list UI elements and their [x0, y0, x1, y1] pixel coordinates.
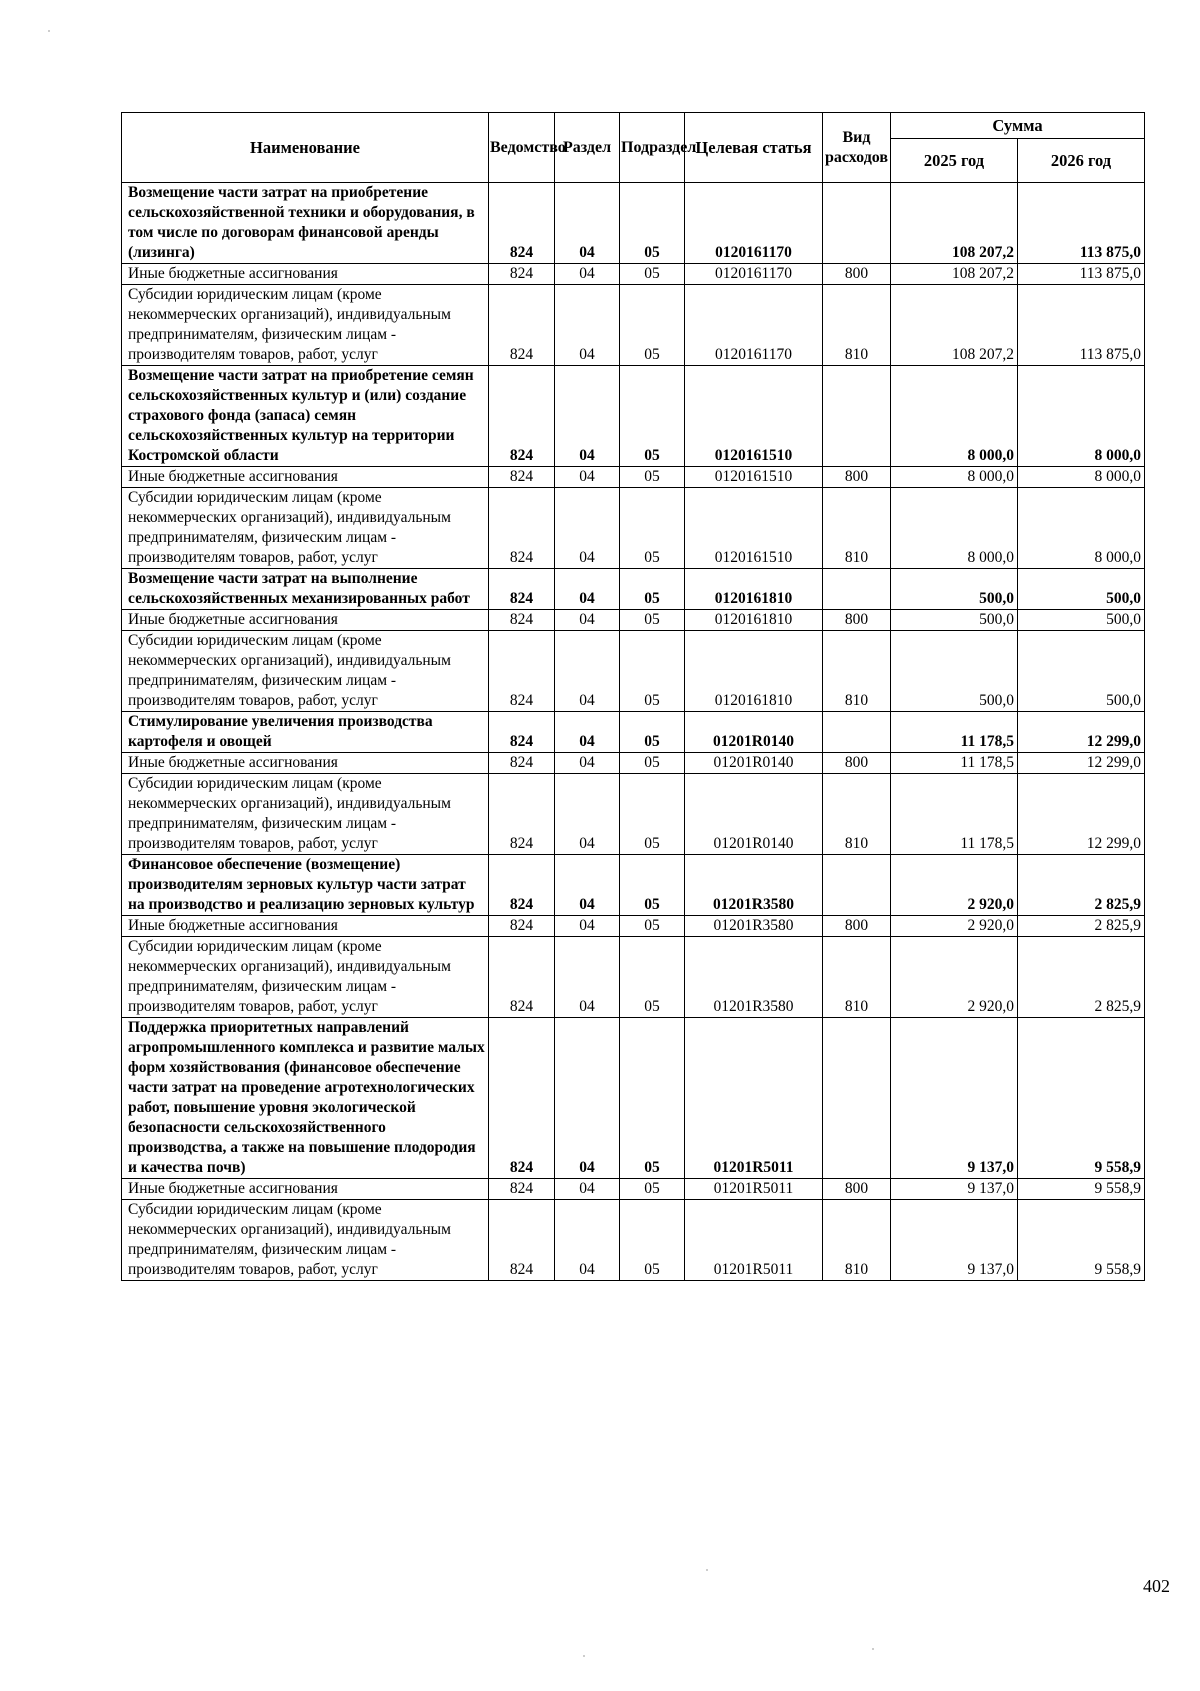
table-row [122, 569, 1145, 610]
cell-vedomstvo: 824 [489, 916, 555, 937]
cell-tselevaya-statya: 01201R3580 [685, 916, 823, 937]
table-row [122, 774, 1145, 855]
cell-vid-rashodov [823, 366, 891, 467]
cell-tselevaya-statya: 01201R0140 [685, 712, 823, 753]
cell-name: Субсидии юридическим лицам (кроме некоммерческих организаций), индивидуальным предпринимателям, физическим лицам - производителям товаров, работ, услуг [122, 774, 489, 855]
cell-podrazdel: 05 [620, 774, 685, 855]
cell-tselevaya-statya: 0120161170 [685, 285, 823, 366]
cell-vedomstvo: 824 [489, 264, 555, 285]
cell-name: Иные бюджетные ассигнования [122, 467, 489, 488]
cell-vid-rashodov: 810 [823, 774, 891, 855]
cell-sum-2025: 2 920,0 [891, 916, 1018, 937]
cell-name: Субсидии юридическим лицам (кроме некоммерческих организаций), индивидуальным предпринимателям, физическим лицам - производителям товаров, работ, услуг [122, 937, 489, 1018]
cell-sum-2026: 2 825,9 [1018, 937, 1145, 1018]
cell-sum-2026: 8 000,0 [1018, 488, 1145, 569]
cell-sum-2026: 2 825,9 [1018, 855, 1145, 916]
header-vid-rashodov: Вид расходов [823, 113, 891, 183]
cell-sum-2026: 500,0 [1018, 569, 1145, 610]
scan-speck [583, 1655, 585, 1657]
cell-podrazdel: 05 [620, 467, 685, 488]
cell-sum-2025: 8 000,0 [891, 488, 1018, 569]
cell-podrazdel: 05 [620, 488, 685, 569]
cell-sum-2025: 500,0 [891, 569, 1018, 610]
cell-vid-rashodov: 810 [823, 285, 891, 366]
cell-tselevaya-statya: 01201R3580 [685, 937, 823, 1018]
cell-tselevaya-statya: 01201R5011 [685, 1179, 823, 1200]
cell-podrazdel: 05 [620, 285, 685, 366]
cell-sum-2026: 9 558,9 [1018, 1200, 1145, 1281]
cell-podrazdel: 05 [620, 753, 685, 774]
table-row [122, 712, 1145, 753]
table-row [122, 467, 1145, 488]
cell-podrazdel: 05 [620, 855, 685, 916]
cell-razdel: 04 [555, 488, 620, 569]
cell-name: Субсидии юридическим лицам (кроме некоммерческих организаций), индивидуальным предпринимателям, физическим лицам - производителям товаров, работ, услуг [122, 488, 489, 569]
cell-vid-rashodov: 800 [823, 610, 891, 631]
cell-sum-2026: 2 825,9 [1018, 916, 1145, 937]
cell-podrazdel: 05 [620, 183, 685, 264]
cell-sum-2025: 2 920,0 [891, 937, 1018, 1018]
cell-vedomstvo: 824 [489, 753, 555, 774]
cell-vid-rashodov: 800 [823, 916, 891, 937]
header-podrazdel: Подраздел [620, 113, 685, 183]
header-tselevaya-statya: Целевая статья [685, 113, 823, 183]
cell-vedomstvo: 824 [489, 183, 555, 264]
cell-vedomstvo: 824 [489, 1200, 555, 1281]
cell-name: Финансовое обеспечение (возмещение) производителям зерновых культур части затрат на производство и реализацию зерновых культур [122, 855, 489, 916]
cell-vedomstvo: 824 [489, 488, 555, 569]
cell-sum-2026: 12 299,0 [1018, 753, 1145, 774]
cell-vid-rashodov: 810 [823, 631, 891, 712]
cell-name: Возмещение части затрат на приобретение сельскохозяйственной техники и оборудования, в том числе по договорам финансовой аренды (лизинга) [122, 183, 489, 264]
cell-sum-2025: 9 137,0 [891, 1200, 1018, 1281]
cell-sum-2026: 113 875,0 [1018, 285, 1145, 366]
cell-podrazdel: 05 [620, 937, 685, 1018]
cell-razdel: 04 [555, 631, 620, 712]
scan-speck [872, 1648, 874, 1650]
cell-podrazdel: 05 [620, 264, 685, 285]
cell-razdel: 04 [555, 285, 620, 366]
cell-vedomstvo: 824 [489, 1018, 555, 1179]
cell-name: Возмещение части затрат на приобретение семян сельскохозяйственных культур и (или) создание страхового фонда (запаса) семян сельскохозяйственных культур на территории Костромской области [122, 366, 489, 467]
cell-podrazdel: 05 [620, 712, 685, 753]
cell-tselevaya-statya: 0120161170 [685, 183, 823, 264]
cell-razdel: 04 [555, 937, 620, 1018]
table-header [122, 113, 1145, 183]
cell-sum-2025: 2 920,0 [891, 855, 1018, 916]
cell-tselevaya-statya: 0120161810 [685, 569, 823, 610]
budget-table [121, 112, 1145, 1281]
cell-razdel: 04 [555, 712, 620, 753]
table-row [122, 753, 1145, 774]
table-row [122, 488, 1145, 569]
table-row [122, 1200, 1145, 1281]
cell-tselevaya-statya: 01201R5011 [685, 1018, 823, 1179]
cell-podrazdel: 05 [620, 1200, 685, 1281]
cell-sum-2026: 12 299,0 [1018, 774, 1145, 855]
cell-sum-2026: 500,0 [1018, 631, 1145, 712]
cell-podrazdel: 05 [620, 1018, 685, 1179]
cell-sum-2025: 500,0 [891, 631, 1018, 712]
cell-name: Стимулирование увеличения производства картофеля и овощей [122, 712, 489, 753]
cell-tselevaya-statya: 01201R0140 [685, 774, 823, 855]
cell-sum-2025: 500,0 [891, 610, 1018, 631]
table-row [122, 855, 1145, 916]
cell-razdel: 04 [555, 366, 620, 467]
scan-speck [706, 1569, 708, 1571]
cell-tselevaya-statya: 0120161510 [685, 467, 823, 488]
cell-vid-rashodov [823, 569, 891, 610]
cell-vid-rashodov [823, 1018, 891, 1179]
cell-vid-rashodov: 810 [823, 937, 891, 1018]
cell-vid-rashodov [823, 855, 891, 916]
header-name: Наименование [122, 113, 489, 183]
cell-vedomstvo: 824 [489, 569, 555, 610]
cell-vedomstvo: 824 [489, 285, 555, 366]
cell-vedomstvo: 824 [489, 774, 555, 855]
cell-vedomstvo: 824 [489, 1179, 555, 1200]
header-year-2025: 2025 год [891, 139, 1018, 183]
cell-sum-2026: 9 558,9 [1018, 1179, 1145, 1200]
cell-sum-2025: 8 000,0 [891, 467, 1018, 488]
cell-vid-rashodov: 800 [823, 753, 891, 774]
header-vedomstvo: Ведомство [489, 113, 555, 183]
cell-vedomstvo: 824 [489, 366, 555, 467]
cell-razdel: 04 [555, 1200, 620, 1281]
cell-sum-2025: 11 178,5 [891, 753, 1018, 774]
cell-tselevaya-statya: 01201R3580 [685, 855, 823, 916]
cell-name: Иные бюджетные ассигнования [122, 916, 489, 937]
cell-sum-2025: 9 137,0 [891, 1018, 1018, 1179]
cell-razdel: 04 [555, 753, 620, 774]
table-row [122, 264, 1145, 285]
cell-vid-rashodov [823, 712, 891, 753]
cell-tselevaya-statya: 0120161170 [685, 264, 823, 285]
cell-name: Возмещение части затрат на выполнение сельскохозяйственных механизированных работ [122, 569, 489, 610]
scan-speck [48, 30, 50, 32]
cell-sum-2026: 500,0 [1018, 610, 1145, 631]
cell-name: Иные бюджетные ассигнования [122, 753, 489, 774]
cell-razdel: 04 [555, 610, 620, 631]
table-row [122, 610, 1145, 631]
cell-name: Субсидии юридическим лицам (кроме некоммерческих организаций), индивидуальным предпринимателям, физическим лицам - производителям товаров, работ, услуг [122, 285, 489, 366]
cell-podrazdel: 05 [620, 366, 685, 467]
table-row [122, 631, 1145, 712]
table-row [122, 1179, 1145, 1200]
cell-vid-rashodov: 800 [823, 264, 891, 285]
cell-razdel: 04 [555, 1179, 620, 1200]
cell-name: Иные бюджетные ассигнования [122, 264, 489, 285]
cell-tselevaya-statya: 0120161510 [685, 488, 823, 569]
table-row [122, 1018, 1145, 1179]
cell-sum-2025: 8 000,0 [891, 366, 1018, 467]
cell-vedomstvo: 824 [489, 631, 555, 712]
cell-sum-2025: 9 137,0 [891, 1179, 1018, 1200]
cell-razdel: 04 [555, 855, 620, 916]
table-row [122, 366, 1145, 467]
cell-vid-rashodov: 810 [823, 1200, 891, 1281]
table-row [122, 916, 1145, 937]
cell-name: Иные бюджетные ассигнования [122, 610, 489, 631]
header-summa: Сумма [891, 113, 1145, 139]
cell-sum-2026: 8 000,0 [1018, 467, 1145, 488]
cell-podrazdel: 05 [620, 569, 685, 610]
cell-name: Поддержка приоритетных направлений агропромышленного комплекса и развитие малых форм хозяйствования (финансовое обеспечение части затрат на проведение агротехнологических работ, повышение уровня экологической безопасности сельскохозяйственного производства, а также на повышение плодородия и качества почв) [122, 1018, 489, 1179]
cell-sum-2026: 9 558,9 [1018, 1018, 1145, 1179]
cell-podrazdel: 05 [620, 1179, 685, 1200]
table-row [122, 183, 1145, 264]
table-body [122, 183, 1145, 1281]
cell-name: Субсидии юридическим лицам (кроме некоммерческих организаций), индивидуальным предпринимателям, физическим лицам - производителям товаров, работ, услуг [122, 631, 489, 712]
cell-sum-2026: 8 000,0 [1018, 366, 1145, 467]
cell-razdel: 04 [555, 1018, 620, 1179]
cell-vid-rashodov: 800 [823, 467, 891, 488]
cell-sum-2025: 108 207,2 [891, 285, 1018, 366]
cell-sum-2025: 108 207,2 [891, 183, 1018, 264]
cell-tselevaya-statya: 0120161510 [685, 366, 823, 467]
cell-tselevaya-statya: 0120161810 [685, 631, 823, 712]
cell-vid-rashodov: 800 [823, 1179, 891, 1200]
page-number: 402 [1143, 1576, 1170, 1596]
cell-sum-2025: 11 178,5 [891, 712, 1018, 753]
cell-sum-2026: 113 875,0 [1018, 264, 1145, 285]
cell-name: Иные бюджетные ассигнования [122, 1179, 489, 1200]
cell-sum-2026: 113 875,0 [1018, 183, 1145, 264]
cell-razdel: 04 [555, 916, 620, 937]
cell-razdel: 04 [555, 569, 620, 610]
cell-vid-rashodov: 810 [823, 488, 891, 569]
cell-podrazdel: 05 [620, 916, 685, 937]
header-razdel: Раздел [555, 113, 620, 183]
cell-podrazdel: 05 [620, 610, 685, 631]
cell-razdel: 04 [555, 264, 620, 285]
cell-sum-2026: 12 299,0 [1018, 712, 1145, 753]
cell-vid-rashodov [823, 183, 891, 264]
cell-tselevaya-statya: 0120161810 [685, 610, 823, 631]
cell-tselevaya-statya: 01201R0140 [685, 753, 823, 774]
cell-vedomstvo: 824 [489, 855, 555, 916]
cell-vedomstvo: 824 [489, 937, 555, 1018]
header-year-2026: 2026 год [1018, 139, 1145, 183]
cell-podrazdel: 05 [620, 631, 685, 712]
cell-vedomstvo: 824 [489, 712, 555, 753]
table-row [122, 285, 1145, 366]
cell-razdel: 04 [555, 183, 620, 264]
cell-sum-2025: 11 178,5 [891, 774, 1018, 855]
cell-name: Субсидии юридическим лицам (кроме некоммерческих организаций), индивидуальным предпринимателям, физическим лицам - производителям товаров, работ, услуг [122, 1200, 489, 1281]
cell-tselevaya-statya: 01201R5011 [685, 1200, 823, 1281]
table-row [122, 937, 1145, 1018]
cell-vedomstvo: 824 [489, 610, 555, 631]
cell-razdel: 04 [555, 467, 620, 488]
cell-razdel: 04 [555, 774, 620, 855]
cell-vedomstvo: 824 [489, 467, 555, 488]
cell-sum-2025: 108 207,2 [891, 264, 1018, 285]
